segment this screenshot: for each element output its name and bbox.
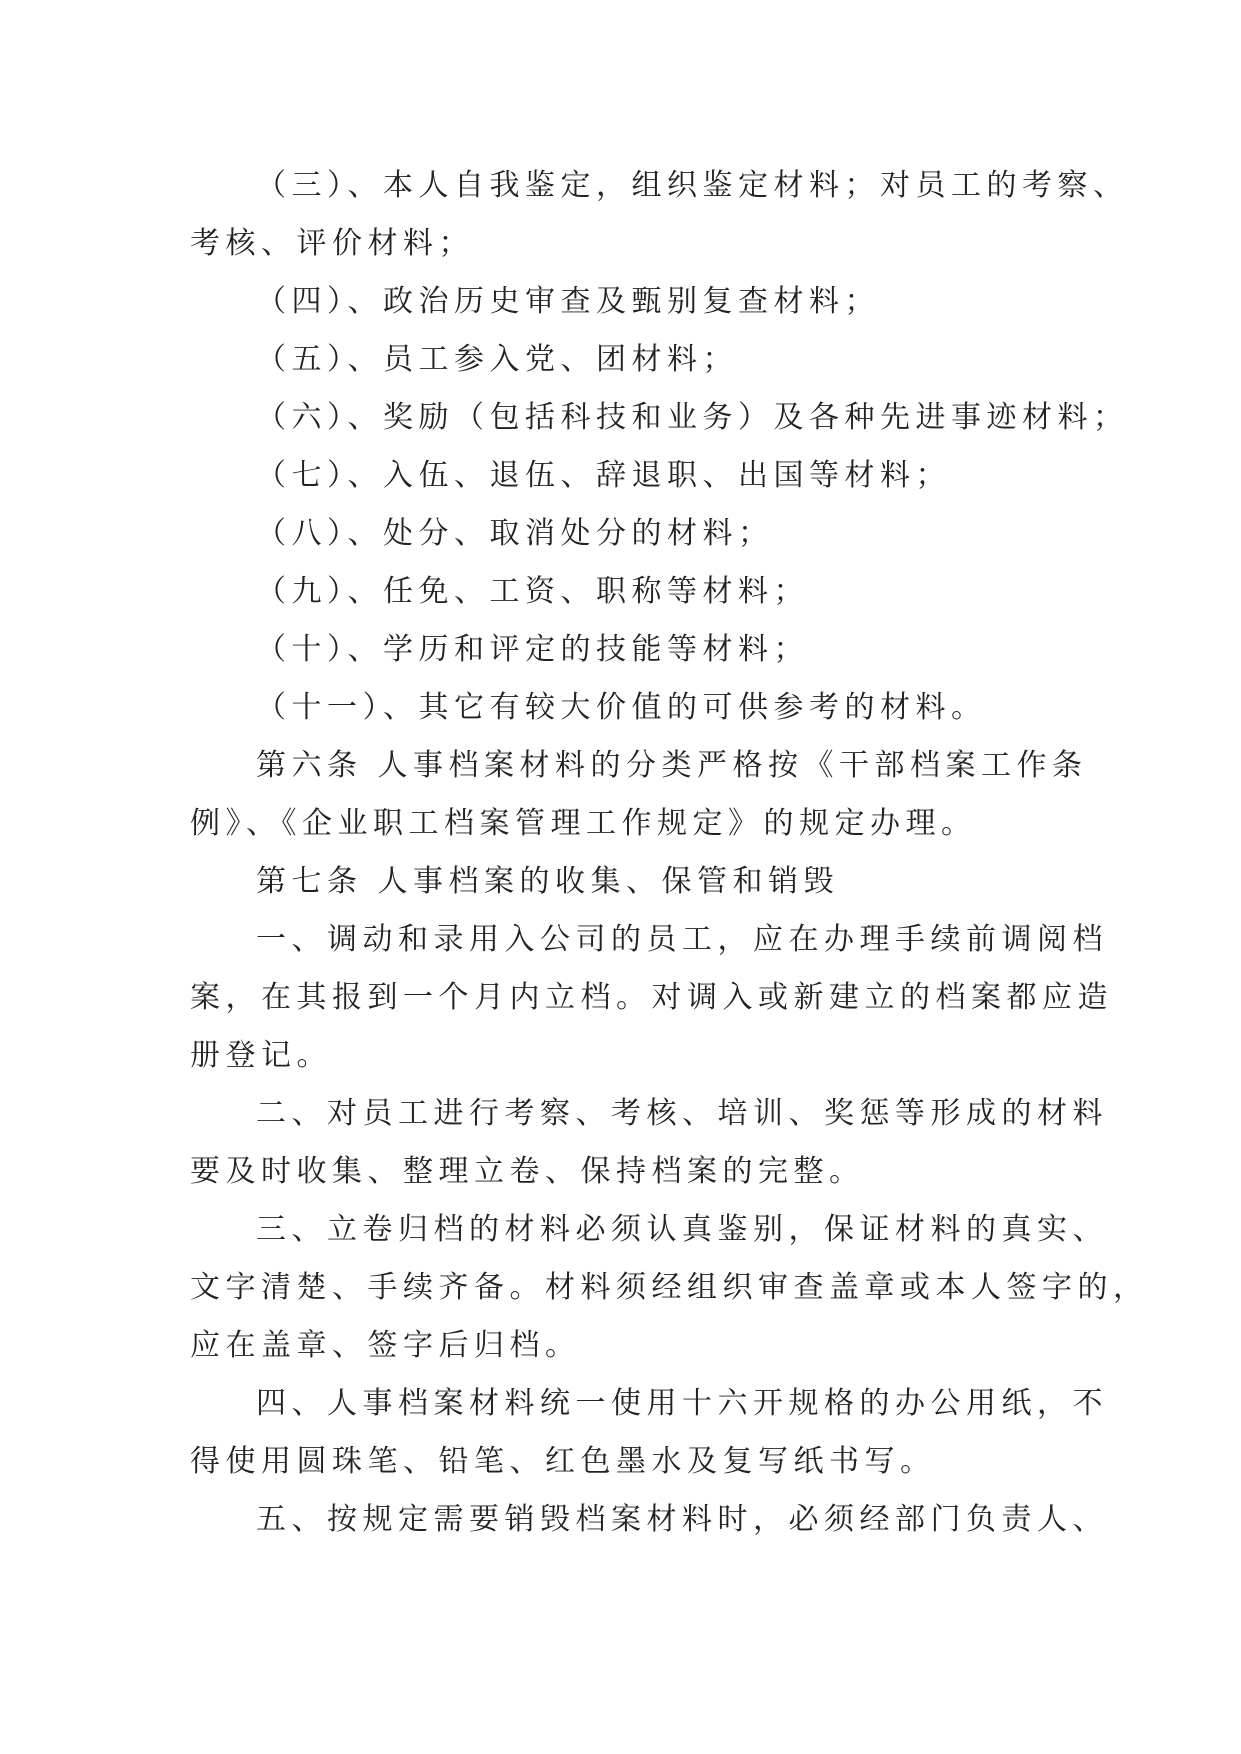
text-line: 案，在其报到一个月内立档。对调入或新建立的档案都应造 <box>190 980 1113 1015</box>
text-line: （八）、处分、取消处分的材料； <box>256 516 774 551</box>
text-line: 文字清楚、手续齐备。材料须经组织审查盖章或本人签字的， <box>190 1270 1149 1305</box>
text-line: 五、按规定需要销毁档案材料时，必须经部门负责人、 <box>256 1502 1108 1537</box>
text-line: 考核、评价材料； <box>190 226 474 261</box>
document-body <box>190 157 1149 1549</box>
text-line: （六）、奖励（包括科技和业务）及各种先进事迹材料； <box>256 400 1129 435</box>
text-line: （四）、政治历史审查及甄别复查材料； <box>256 284 880 319</box>
text-line: （三）、本人自我鉴定，组织鉴定材料；对员工的考察、 <box>256 168 1129 203</box>
article-heading-line: 第六条 人事档案材料的分类严格按《干部档案工作条 <box>256 748 1088 783</box>
text-line: （十）、学历和评定的技能等材料； <box>256 632 809 667</box>
text-line: 一、调动和录用入公司的员工，应在办理手续前调阅档 <box>256 922 1108 957</box>
text-line: 应在盖章、签字后归档。 <box>190 1328 581 1363</box>
text-line: （九）、任免、工资、职称等材料； <box>256 574 809 609</box>
text-line: 例》、《企业职工档案管理工作规定》的规定办理。 <box>190 806 977 841</box>
text-line: 得使用圆珠笔、铅笔、红色墨水及复写纸书写。 <box>190 1444 936 1479</box>
text-line: （七）、入伍、退伍、辞退职、出国等材料； <box>256 458 951 493</box>
text-line: 三、立卷归档的材料必须认真鉴别，保证材料的真实、 <box>256 1212 1108 1247</box>
text-line: （五）、员工参入党、团材料； <box>256 342 738 377</box>
text-line: （十一）、其它有较大价值的可供参考的材料。 <box>256 690 987 725</box>
text-line: 要及时收集、整理立卷、保持档案的完整。 <box>190 1154 865 1189</box>
article-heading-line: 第七条 人事档案的收集、保管和销毁 <box>256 864 840 899</box>
text-line: 二、对员工进行考察、考核、培训、奖惩等形成的材料 <box>256 1096 1108 1131</box>
text-line: 四、人事档案材料统一使用十六开规格的办公用纸，不 <box>256 1386 1108 1421</box>
text-line: 册登记。 <box>190 1038 332 1073</box>
